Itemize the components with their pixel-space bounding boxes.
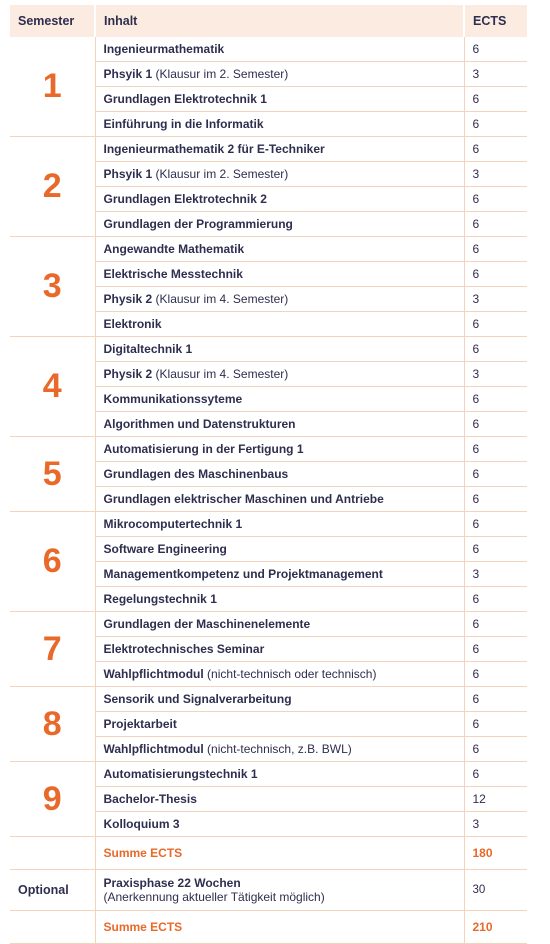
course-name [95,212,464,237]
optional-note: (Anerkennung aktueller Tätigkeit möglich) [103,890,325,904]
course-name [95,187,464,212]
course-ects: 6 [464,112,527,137]
semester-number: 8 [10,687,95,762]
course-name [95,62,464,87]
course-ects: 6 [464,237,527,262]
course-title: Physik 2 [103,292,153,306]
course-ects: 3 [464,562,527,587]
semester-number: 2 [10,137,95,237]
course-name [95,512,464,537]
course-row [10,337,527,362]
course-name [95,312,464,337]
course-ects: 6 [464,612,527,637]
course-name [95,387,464,412]
course-name [95,737,464,762]
course-name [95,362,464,387]
course-title: Angewandte Mathematik [103,242,245,256]
course-title: Sensorik und Signalverarbeitung [103,692,292,706]
course-ects: 6 [464,87,527,112]
course-name [95,562,464,587]
course-row [10,612,527,637]
course-ects: 6 [464,512,527,537]
course-ects: 6 [464,312,527,337]
curriculum-table [10,5,527,944]
course-name [95,37,464,62]
course-title: Elektrische Messtechnik [103,267,243,281]
course-title: Grundlagen der Maschinenelemente [103,617,311,631]
course-ects: 6 [464,437,527,462]
optional-label: Optional [10,870,95,911]
course-row [10,437,527,462]
sum-row-1 [10,837,527,870]
course-name [95,787,464,812]
course-title: Elektronik [103,317,162,331]
course-title: Mikrocomputertechnik 1 [103,517,243,531]
course-title: Physik 2 [103,367,153,381]
semester-number: 3 [10,237,95,337]
course-ects: 12 [464,787,527,812]
course-name [95,487,464,512]
course-ects: 6 [464,662,527,687]
course-title: Digitaltechnik 1 [103,342,193,356]
course-title: Elektrotechnisches Seminar [103,642,265,656]
course-name [95,137,464,162]
course-name [95,287,464,312]
course-title: Wahlpflichtmodul [103,667,204,681]
sum-row-2 [10,911,527,944]
course-name [95,587,464,612]
table-body [10,37,527,837]
course-note: (Klausur im 2. Semester) [152,167,289,181]
course-ects: 6 [464,462,527,487]
course-ects: 6 [464,537,527,562]
course-title: Grundlagen Elektrotechnik 2 [103,192,267,206]
course-title: Grundlagen elektrischer Maschinen und Antriebe [103,492,384,506]
course-row [10,137,527,162]
total-ects: 210 [464,911,527,944]
course-name [95,662,464,687]
course-ects: 6 [464,637,527,662]
course-ects: 6 [464,712,527,737]
course-ects: 6 [464,387,527,412]
course-ects: 6 [464,687,527,712]
course-name [95,612,464,637]
course-ects: 6 [464,187,527,212]
semester-number: 7 [10,612,95,687]
header-semester: Semester [10,5,95,37]
course-ects: 6 [464,762,527,787]
course-ects: 6 [464,37,527,62]
course-title: Einführung in die Informatik [103,117,264,131]
course-name [95,112,464,137]
course-ects: 6 [464,587,527,612]
course-row [10,762,527,787]
table-header-row [10,5,527,37]
course-name [95,687,464,712]
course-title: Phsyik 1 [103,167,153,181]
optional-row [10,870,527,911]
course-title: Kolloquium 3 [103,817,180,831]
course-name [95,337,464,362]
course-name [95,812,464,837]
course-note: (Klausur im 4. Semester) [152,292,289,306]
semester-number: 5 [10,437,95,512]
course-note: (Klausur im 4. Semester) [152,367,289,381]
sum-ects: 180 [464,837,527,870]
course-ects: 3 [464,287,527,312]
course-row [10,512,527,537]
semester-number: 6 [10,512,95,612]
course-name [95,262,464,287]
course-ects: 6 [464,137,527,162]
course-note: (nicht-technisch oder technisch) [203,667,377,681]
course-name [95,637,464,662]
course-ects: 6 [464,737,527,762]
course-ects: 3 [464,362,527,387]
course-title: Projektarbeit [103,717,177,731]
course-ects: 6 [464,412,527,437]
course-name [95,237,464,262]
course-title: Ingenieurmathematik 2 für E-Techniker [103,142,325,156]
semester-number: 1 [10,37,95,137]
course-title: Regelungstechnik 1 [103,592,217,606]
sum-label: Summe ECTS [95,837,464,870]
course-ects: 6 [464,262,527,287]
course-title: Bachelor-Thesis [103,792,197,806]
optional-title: Praxisphase 22 Wochen [103,876,241,890]
course-ects: 3 [464,62,527,87]
total-label: Summe ECTS [95,911,464,944]
course-title: Kommunikationssyteme [103,392,243,406]
course-title: Managementkompetenz und Projektmanagement [103,567,383,581]
semester-number: 4 [10,337,95,437]
course-ects: 6 [464,337,527,362]
course-row [10,237,527,262]
course-title: Automatisierungstechnik 1 [103,767,258,781]
course-note: (nicht-technisch, z.B. BWL) [203,742,352,756]
course-row [10,37,527,62]
course-name [95,537,464,562]
header-content: Inhalt [95,5,464,37]
course-ects: 6 [464,212,527,237]
course-row [10,687,527,712]
course-title: Ingenieurmathematik [103,42,225,56]
course-title: Grundlagen der Programmierung [103,217,293,231]
course-ects: 3 [464,812,527,837]
header-ects: ECTS [464,5,527,37]
course-title: Software Engineering [103,542,227,556]
course-name [95,87,464,112]
course-title: Grundlagen Elektrotechnik 1 [103,92,267,106]
optional-content [95,870,464,911]
course-name [95,712,464,737]
course-title: Automatisierung in der Fertigung 1 [103,442,304,456]
course-ects: 6 [464,487,527,512]
course-name [95,437,464,462]
course-title: Grundlagen des Maschinenbaus [103,467,289,481]
course-ects: 3 [464,162,527,187]
course-name [95,412,464,437]
course-title: Wahlpflichtmodul [103,742,204,756]
course-name [95,162,464,187]
semester-number: 9 [10,762,95,837]
course-name [95,762,464,787]
course-title: Algorithmen und Datenstrukturen [103,417,296,431]
course-note: (Klausur im 2. Semester) [152,67,289,81]
course-title: Phsyik 1 [103,67,153,81]
course-name [95,462,464,487]
optional-ects: 30 [464,870,527,911]
